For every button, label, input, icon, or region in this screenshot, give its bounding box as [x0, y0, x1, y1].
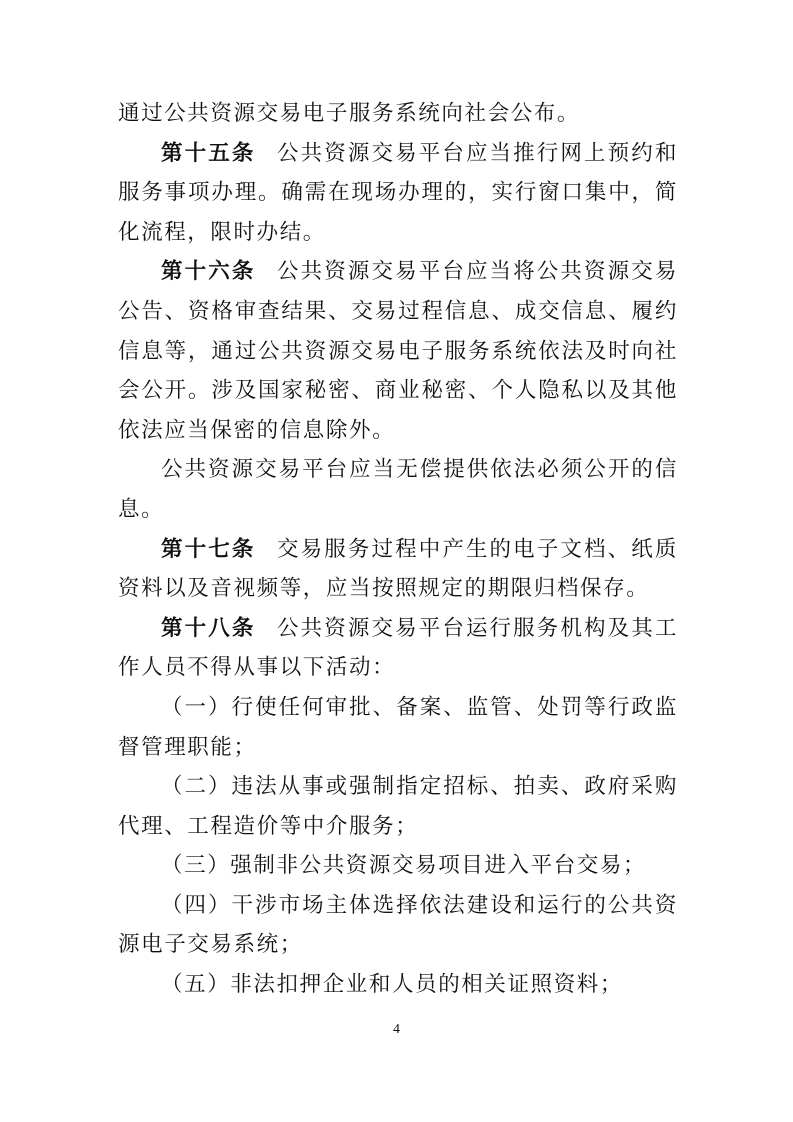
article-title: 第十六条 [161, 259, 256, 285]
list-item-1 [118, 688, 678, 767]
body-text [118, 94, 678, 1005]
list-item-4 [118, 886, 678, 965]
list-item-text: （二）违法从事或强制指定招标、拍卖、政府采购代理、工程造价等中介服务； [118, 774, 678, 839]
article-18 [118, 609, 678, 688]
article-15 [118, 134, 678, 253]
article-text: 交易服务过程中产生的电子文档、纸质资料以及音视频等，应当按照规定的期限归档保存。 [118, 536, 678, 602]
list-item-text: （四）干涉市场主体选择依法建设和运行的公共资源电子交易系统； [118, 892, 678, 958]
list-item-3 [118, 846, 678, 886]
paragraph [118, 450, 678, 529]
list-item-2 [118, 767, 678, 846]
list-item-text: （三）强制非公共资源交易项目进入平台交易； [161, 853, 647, 879]
article-title: 第十八条 [161, 615, 256, 641]
paragraph-text: 公共资源交易平台应当无偿提供依法必须公开的信息。 [118, 457, 678, 522]
article-text: 公共资源交易平台应当推行网上预约和服务事项办理。确需在现场办理的，实行窗口集中，简化流程，限时办结。 [118, 140, 678, 245]
paragraph-text: 通过公共资源交易电子服务系统向社会公布。 [118, 101, 581, 126]
article-title: 第十七条 [161, 536, 256, 562]
paragraph-continuation [118, 94, 678, 134]
list-item-5 [118, 965, 678, 1005]
article-title: 第十五条 [161, 140, 256, 166]
article-16 [118, 252, 678, 450]
list-item-text: （一）行使任何审批、备案、监管、处罚等行政监督管理职能； [118, 694, 678, 760]
article-17 [118, 530, 678, 609]
list-item-text: （五）非法扣押企业和人员的相关证照资料； [161, 972, 624, 998]
article-text: 公共资源交易平台应当将公共资源交易公告、资格审查结果、交易过程信息、成交信息、履约信息等，通过公共资源交易电子服务系统依法及时向社会公开。涉及国家秘密、商业秘密、个人隐私以及其他依法应当保密的信息除外。 [118, 259, 678, 443]
page-number: 4 [393, 1022, 400, 1037]
article-text: 公共资源交易平台运行服务机构及其工作人员不得从事以下活动： [118, 615, 678, 681]
